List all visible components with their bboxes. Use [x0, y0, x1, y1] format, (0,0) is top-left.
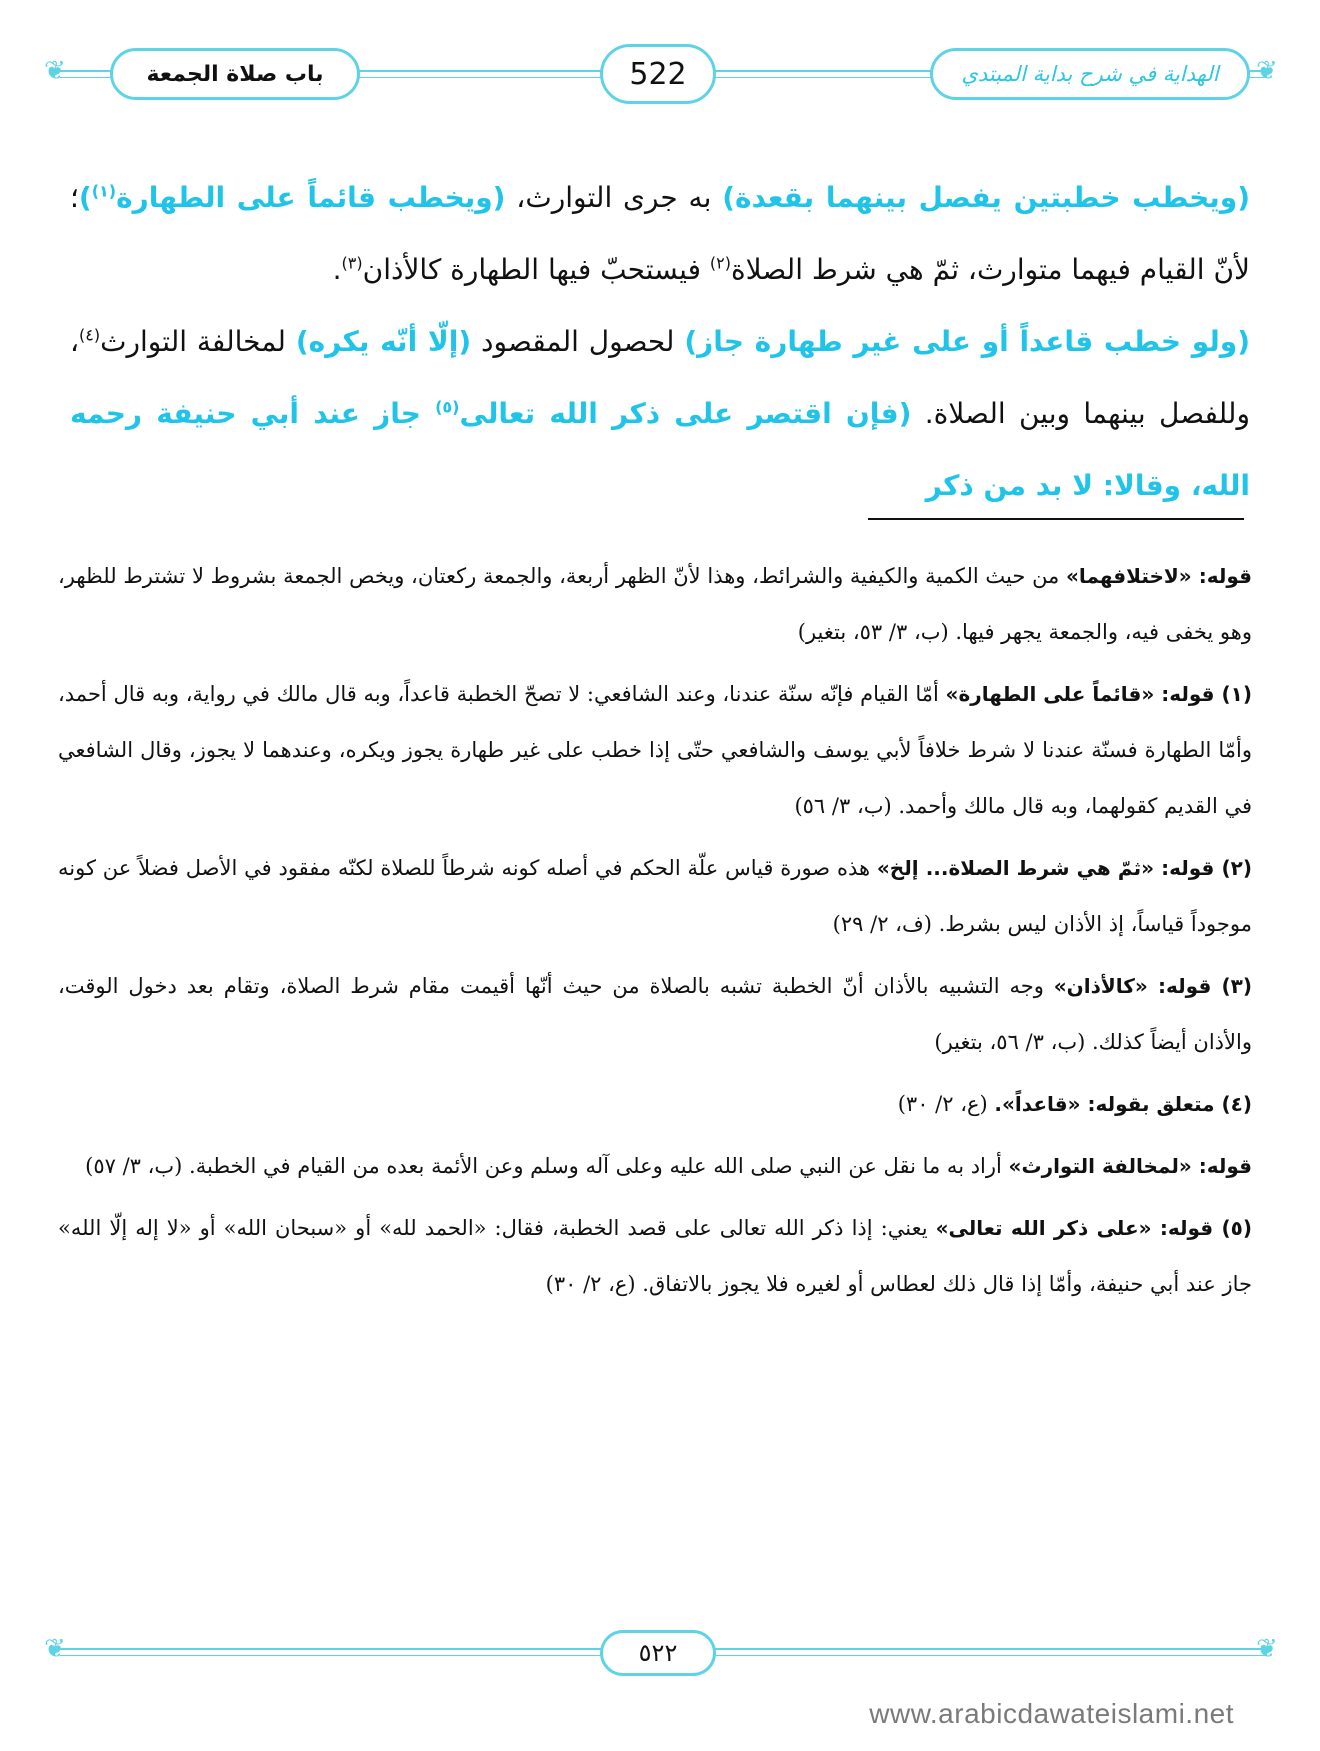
website-url[interactable]: www.arabicdawateislami.net	[869, 1698, 1234, 1729]
footnote-text: يعني: إذا ذكر الله تعالى على قصد الخطبة، فقال: «الحمد لله» أو «سبحان الله» أو «لا إله إلّا الله» جاز عند أبي حنيفة، وأمّا إذا قال ذلك لعطاس أو لغيره فلا يجوز بالاتفاق. (ع، ٢/ ٣٠)	[58, 1216, 1252, 1296]
footnote-marker[interactable]: (٣)	[341, 253, 363, 273]
commentary-segment: به جرى التوارث،	[505, 181, 723, 214]
footnotes	[58, 548, 1252, 1318]
footnote-text: وجه التشبيه بالأذان أنّ الخطبة تشبه بالصلاة من حيث أنّها أقيمت مقام شرط الصلاة، وتقام بعد دخول الوقت، والأذان أيضاً كذلك. (ب، ٣/ ٥٦، بتغير)	[58, 974, 1252, 1054]
footer-page-badge	[600, 1630, 716, 1676]
main-paragraph-1	[70, 162, 1250, 306]
matn-text: (ويخطب قائماً على الطهارة	[116, 181, 506, 214]
ornament-left-icon: ❦	[44, 1634, 66, 1664]
chapter-title-badge	[110, 48, 360, 100]
footnote-label: قوله: «لمخالفة التوارث»	[1008, 1154, 1252, 1178]
footnote-label: (٤) متعلق بقوله: «قاعداً».	[994, 1092, 1252, 1116]
matn-segment: (ويخطب خطبتين يفصل بينهما بقعدة)	[722, 181, 1250, 214]
matn-segment: (إلّا أنّه يكره)	[295, 325, 472, 358]
matn-text: (فإن اقتصر على ذكر الله تعالى	[459, 397, 912, 430]
book-title: الهداية في شرح بداية المبتدي	[961, 62, 1219, 86]
page-number-badge	[600, 44, 716, 104]
footnote-item	[58, 1200, 1252, 1312]
ornament-right-icon: ❦	[1256, 56, 1278, 86]
footnote-text: هذه صورة قياس علّة الحكم في أصله كونه شرطاً للصلاة لكنّه مفقود في الأصل فضلاً عن كونه موجوداً قياساً، إذ الأذان ليس بشرط. (ف، ٢/ ٢٩)	[58, 856, 1252, 936]
footnote-text: أمّا القيام فإنّه سنّة عندنا، وعند الشافعي: لا تصحّ الخطبة قاعداً، وبه قال مالك في رواية، وبه قال أحمد، وأمّا الطهارة فسنّة عندنا لا شرط خلافاً لأبي يوسف والشافعي حتّى إذا خطب على غير طهارة يجوز ويكره، وعندهما لا يجوز، وقال الشافعي في القديم كقولهما، وبه قال مالك وأحمد. (ب، ٣/ ٥٦)	[58, 682, 1252, 818]
footnote-label: قوله: «لاختلافهما»	[1066, 564, 1252, 588]
footnote-label: (٥) قوله: «على ذكر الله تعالى»	[935, 1216, 1252, 1240]
footnote-marker[interactable]: (١)	[91, 181, 117, 201]
footnote-item	[58, 666, 1252, 834]
matn-segment: (ولو خطب قاعداً أو على غير طهارة جاز)	[684, 325, 1251, 358]
commentary-segment: .	[332, 253, 342, 286]
book-title-badge	[930, 48, 1250, 100]
main-text	[70, 162, 1250, 522]
footnote-item	[58, 548, 1252, 660]
matn-segment	[79, 181, 506, 214]
commentary-segment: فيستحبّ فيها الطهارة كالأذان	[362, 253, 710, 286]
ornament-right-icon: ❦	[1256, 1634, 1278, 1664]
footnote-text: أراد به ما نقل عن النبي صلى الله عليه وعلى آله وسلم وعن الأئمة بعده من القيام في الخطبة. (ب، ٣/ ٥٧)	[85, 1154, 1009, 1178]
ornament-left-icon: ❦	[44, 56, 66, 86]
footnote-label: (١) قوله: «قائماً على الطهارة»	[945, 682, 1252, 706]
footnote-item	[58, 958, 1252, 1070]
commentary-segment: لمخالفة التوارث	[100, 325, 296, 358]
footnote-item	[58, 1076, 1252, 1132]
commentary-segment: ؛ لأنّ القيام فيهما متوارث، ثمّ هي شرط الصلاة	[70, 181, 1250, 286]
matn-text: )	[78, 181, 92, 214]
commentary-segment: لحصول المقصود	[471, 325, 685, 358]
page-number: 522	[629, 56, 687, 92]
matn-text: جاز عند أبي حنيفة رحمه الله، وقالا: لا بد من ذكر	[70, 397, 1250, 502]
footnote-item	[58, 840, 1252, 952]
footer-page-number: ٥٢٢	[638, 1639, 678, 1667]
footnote-label: (٣) قوله: «كالأذان»	[1053, 974, 1252, 998]
footnote-marker[interactable]: (٤)	[79, 325, 101, 345]
footnote-separator	[868, 518, 1244, 520]
commentary-segment: ، وللفصل بينهما وبين الصلاة.	[70, 325, 1250, 430]
chapter-title: باب صلاة الجمعة	[146, 61, 324, 87]
footnote-text: من حيث الكمية والكيفية والشرائط، وهذا لأنّ الظهر أربعة، والجمعة ركعتان، ويخص الجمعة بشروط لا تشترط للظهر، وهو يخفى فيه، والجمعة يجهر فيها. (ب، ٣/ ٥٣، بتغير)	[58, 564, 1252, 644]
footnote-text: (ع، ٢/ ٣٠)	[897, 1092, 995, 1116]
footnote-marker[interactable]: (٢)	[709, 253, 731, 273]
footnote-marker[interactable]: (٥)	[435, 397, 460, 417]
footnote-label: (٢) قوله: «ثمّ هي شرط الصلاة... إلخ»	[876, 856, 1253, 880]
main-paragraph-2	[70, 306, 1250, 522]
footnote-item	[58, 1138, 1252, 1194]
